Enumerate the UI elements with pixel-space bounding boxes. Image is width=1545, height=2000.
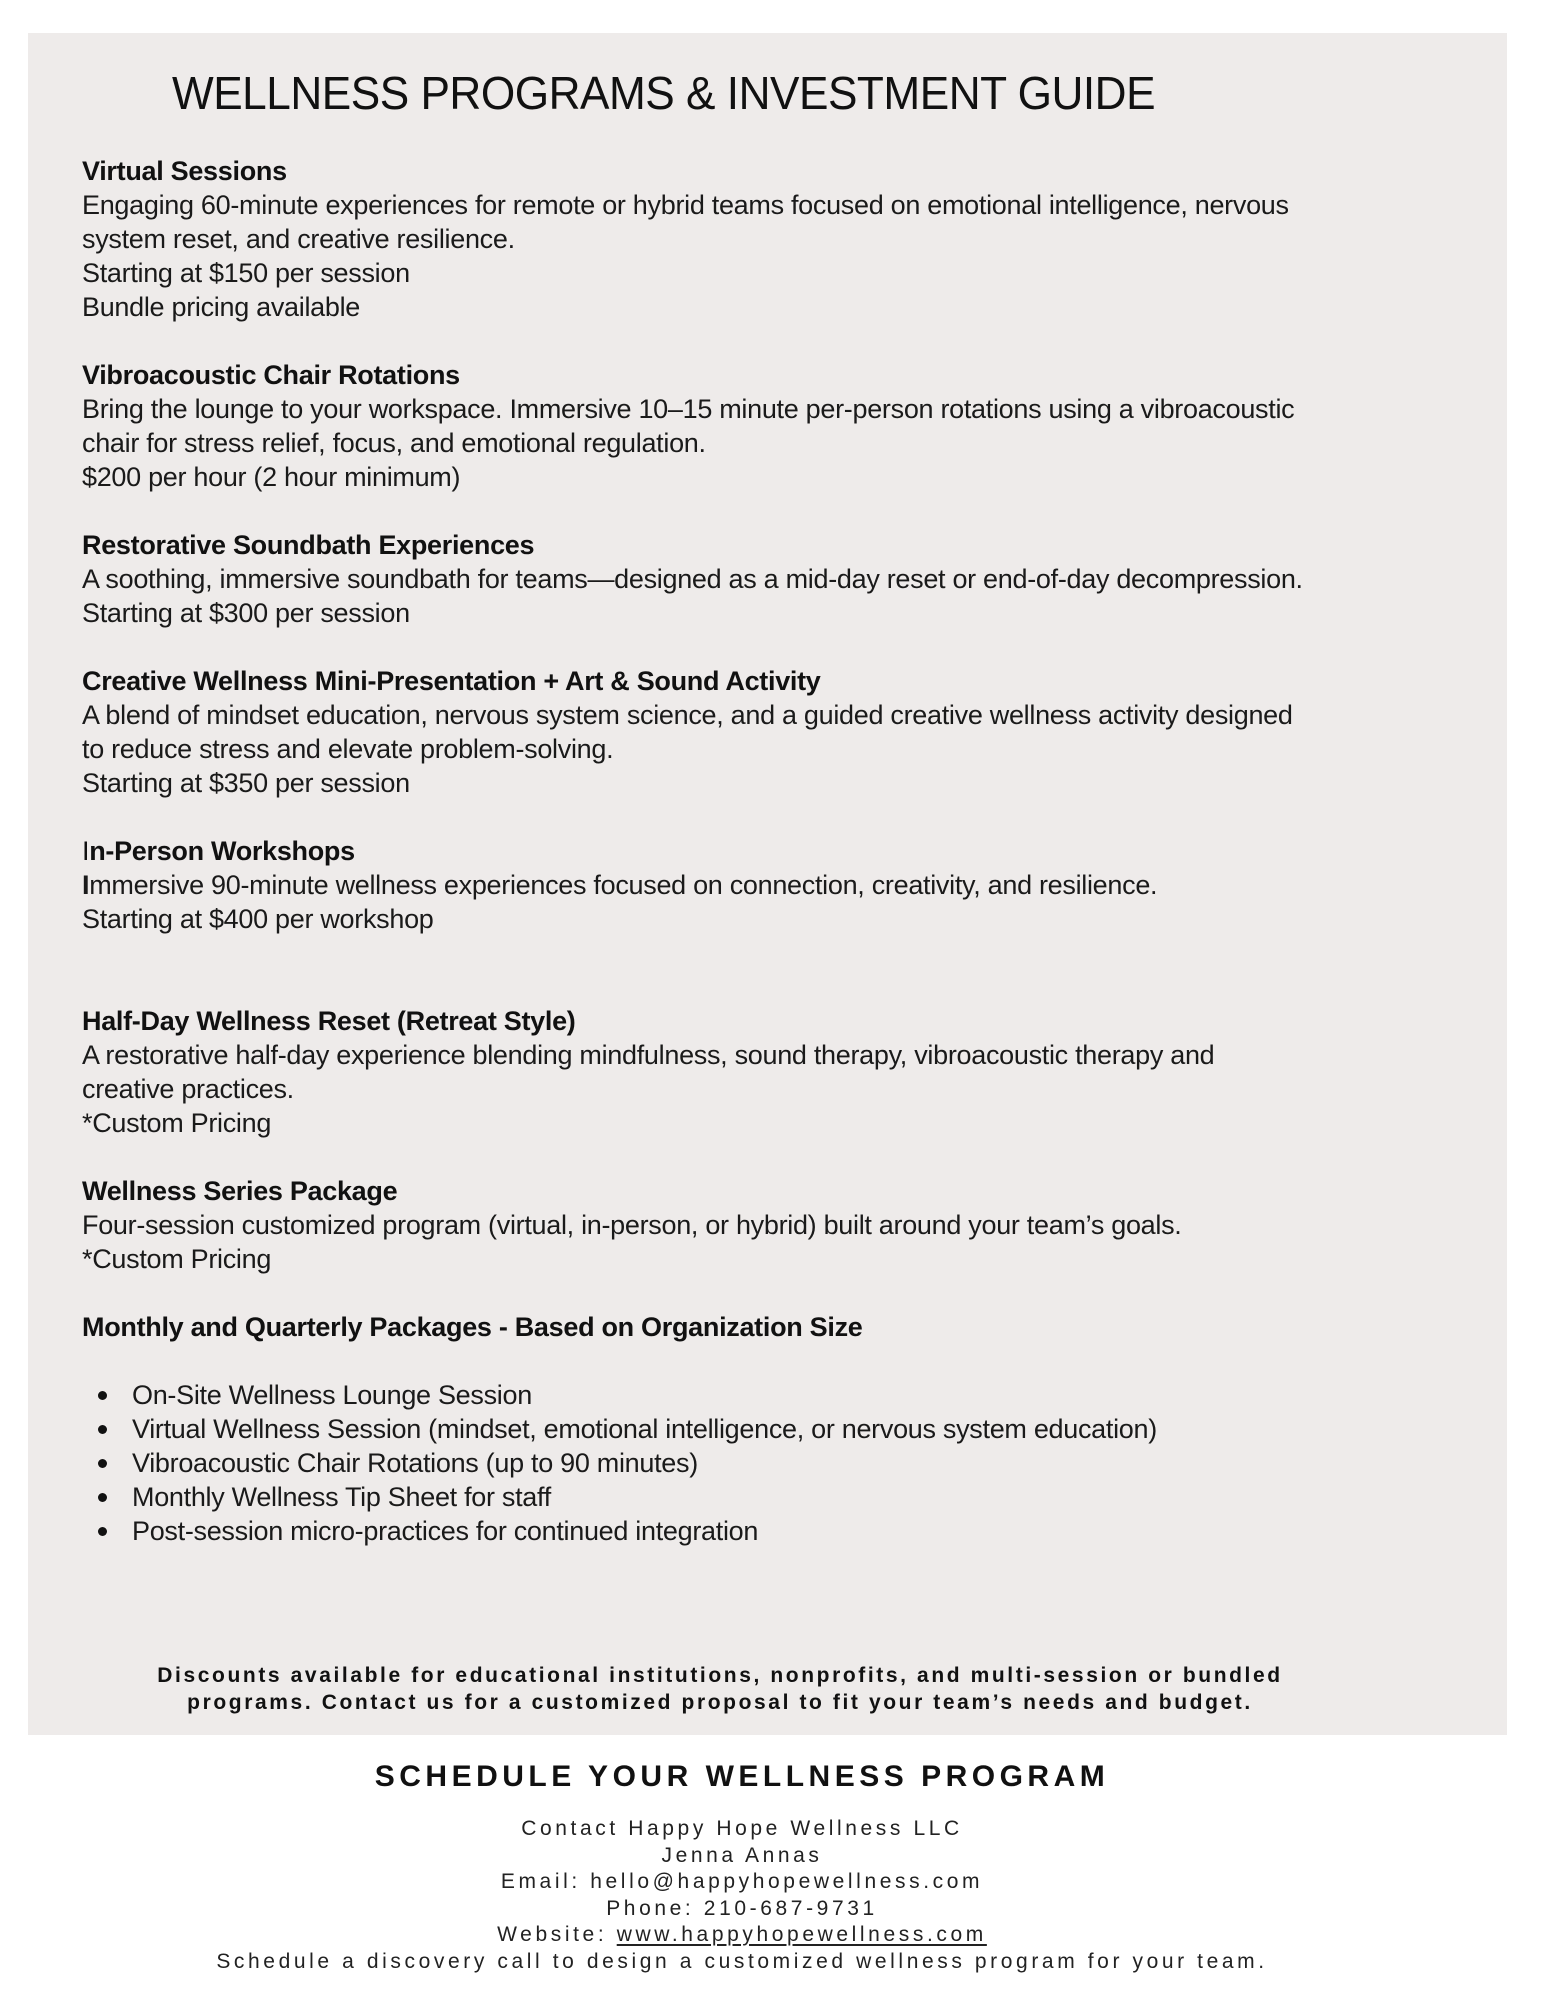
bullet-icon	[98, 1493, 107, 1502]
title-rest: n-Person Workshops	[89, 836, 355, 866]
program-list	[82, 154, 1492, 1582]
price-line: Starting at $300 per session	[82, 598, 410, 628]
section-in-person-workshops	[82, 834, 1492, 936]
line-rest: mmersive 90-minute wellness experiences focused on connection, creativity, and resilience.	[89, 870, 1158, 900]
line-first-char: I	[82, 870, 90, 900]
description-line: A restorative half-day experience blending mindfulness, sound therapy, vibroacoustic therapy and	[82, 1040, 1215, 1070]
email-label: Email:	[500, 1870, 591, 1893]
page-title: WELLNESS PROGRAMS & INVESTMENT GUIDE	[172, 67, 1156, 119]
section-title: Half-Day Wellness Reset (Retreat Style)	[82, 1006, 576, 1036]
description-line: Four-session customized program (virtual, in-person, or hybrid) built around your team’s goals.	[82, 1210, 1182, 1240]
contact-block	[0, 1816, 1484, 1975]
list-item	[96, 1446, 1492, 1480]
description-line: to reduce stress and elevate problem-solving.	[82, 734, 614, 764]
description-line: Bring the lounge to your workspace. Immersive 10–15 minute per-person rotations using a vibroacoustic	[82, 394, 1295, 424]
bullet-icon	[98, 1425, 107, 1434]
phone-line	[0, 1896, 1484, 1923]
list-item	[96, 1378, 1492, 1412]
email-address[interactable]: hello@happyhopewellness.com	[590, 1870, 984, 1893]
bullet-icon	[98, 1459, 107, 1468]
list-item-text: Post-session micro-practices for continued integration	[132, 1516, 759, 1546]
note-line: Bundle pricing available	[82, 292, 360, 322]
section-title: Restorative Soundbath Experiences	[82, 530, 535, 560]
price-line: Starting at $350 per session	[82, 768, 410, 798]
cta-line: Schedule a discovery call to design a customized wellness program for your team.	[216, 1949, 1268, 1973]
price-line: *Custom Pricing	[82, 1108, 272, 1138]
list-item-text: Virtual Wellness Session (mindset, emotional intelligence, or nervous system education)	[132, 1414, 1157, 1444]
website-link[interactable]: www.happyhopewellness.com	[616, 1923, 987, 1946]
section-half-day-reset	[82, 1004, 1492, 1140]
package-bullet-list	[82, 1378, 1492, 1548]
section-title: Wellness Series Package	[82, 1176, 398, 1206]
price-line: *Custom Pricing	[82, 1244, 272, 1274]
list-item-text: On-Site Wellness Lounge Session	[132, 1380, 532, 1410]
description-line: Engaging 60-minute experiences for remote or hybrid teams focused on emotional intelligence, nervous	[82, 190, 1289, 220]
description-line	[82, 868, 1492, 902]
website-line	[0, 1922, 1484, 1949]
contact-name: Jenna Annas	[661, 1843, 823, 1867]
section-virtual-sessions	[82, 154, 1492, 324]
section-title: Creative Wellness Mini-Presentation + Art & Sound Activity	[82, 666, 821, 696]
list-item	[96, 1412, 1492, 1446]
website-label: Website:	[497, 1923, 617, 1946]
section-creative-wellness	[82, 664, 1492, 800]
description-line: A blend of mindset education, nervous system science, and a guided creative wellness activity designed	[82, 700, 1293, 730]
company-line: Contact Happy Hope Wellness LLC	[521, 1817, 963, 1840]
email-line	[0, 1869, 1484, 1896]
schedule-heading: SCHEDULE YOUR WELLNESS PROGRAM	[374, 1760, 1110, 1793]
section-vibroacoustic-chair-rotations	[82, 358, 1492, 494]
description-line: chair for stress relief, focus, and emotional regulation.	[82, 428, 706, 458]
section-title: Monthly and Quarterly Packages - Based on Organization Size	[82, 1312, 863, 1342]
list-item	[96, 1514, 1492, 1548]
list-item	[96, 1480, 1492, 1514]
price-line: Starting at $400 per workshop	[82, 904, 434, 934]
section-title: Vibroacoustic Chair Rotations	[82, 360, 460, 390]
description-line: system reset, and creative resilience.	[82, 224, 515, 254]
list-item-text: Vibroacoustic Chair Rotations (up to 90 minutes)	[132, 1448, 698, 1478]
list-item-text: Monthly Wellness Tip Sheet for staff	[132, 1482, 551, 1512]
section-wellness-series-package	[82, 1174, 1492, 1276]
bullet-icon	[98, 1527, 107, 1536]
description-line: creative practices.	[82, 1074, 294, 1104]
section-title: Virtual Sessions	[82, 156, 287, 186]
phone-number[interactable]: 210-687-9731	[703, 1896, 878, 1920]
description-line: A soothing, immersive soundbath for teams—designed as a mid-day reset or end-of-day decompression.	[82, 564, 1303, 594]
price-line: $200 per hour (2 hour minimum)	[82, 462, 461, 492]
bullet-icon	[98, 1391, 107, 1400]
section-restorative-soundbath	[82, 528, 1492, 630]
phone-label: Phone:	[606, 1896, 704, 1920]
price-line: Starting at $150 per session	[82, 258, 410, 288]
title-first-char: I	[82, 836, 90, 866]
section-title	[82, 834, 1492, 868]
discount-note: Discounts available for educational institutions, nonprofits, and multi-session or bundled programs. Contact us for a customized proposal to fit your team’s needs and budget.	[157, 1664, 1283, 1714]
section-monthly-quarterly-packages	[82, 1310, 1492, 1548]
